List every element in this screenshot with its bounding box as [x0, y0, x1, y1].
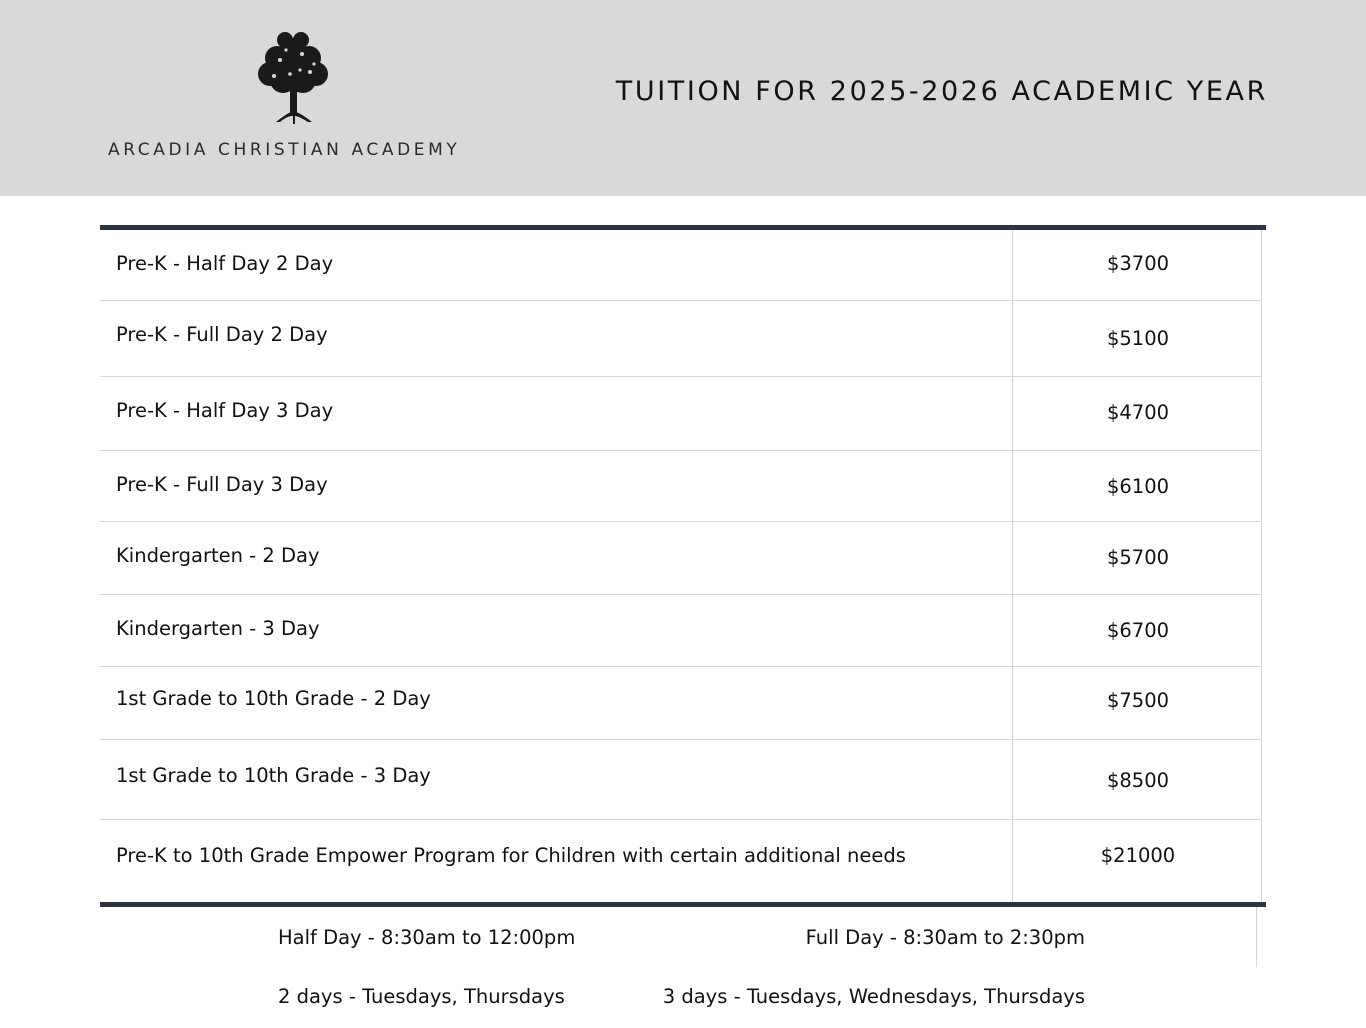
- program-name: Pre-K - Half Day 3 Day: [116, 399, 334, 422]
- program-price: $8500: [1106, 769, 1170, 792]
- program-price: $6700: [1106, 619, 1170, 642]
- program-name: Kindergarten - 3 Day: [116, 617, 320, 640]
- program-name: Pre-K - Full Day 3 Day: [116, 473, 328, 496]
- table-row: [100, 595, 1262, 667]
- tree-icon: [250, 30, 336, 126]
- table-row: [100, 522, 1262, 595]
- half-day-note: Half Day - 8:30am to 12:00pm: [278, 926, 576, 949]
- table-row: [100, 230, 1262, 301]
- program-name: Pre-K - Half Day 2 Day: [116, 252, 334, 275]
- table-row: [100, 740, 1262, 820]
- program-name: Kindergarten - 2 Day: [116, 544, 320, 567]
- table-row: [100, 667, 1262, 740]
- program-name: Pre-K - Full Day 2 Day: [116, 323, 328, 346]
- header-banner: [0, 0, 1366, 196]
- program-price: $4700: [1106, 401, 1170, 424]
- table-bottom-rule: [100, 902, 1266, 907]
- program-price: $21000: [1100, 844, 1176, 867]
- table-row: [100, 377, 1262, 451]
- footer-right-edge: [1256, 907, 1257, 967]
- two-days-note: 2 days - Tuesdays, Thursdays: [278, 985, 565, 1008]
- program-name: 1st Grade to 10th Grade - 2 Day: [116, 687, 431, 710]
- program-name: 1st Grade to 10th Grade - 3 Day: [116, 764, 431, 787]
- three-days-note: 3 days - Tuesdays, Wednesdays, Thursdays: [662, 985, 1085, 1008]
- table-row: [100, 451, 1262, 522]
- program-name: Pre-K to 10th Grade Empower Program for Children with certain additional needs: [116, 844, 906, 867]
- program-price: $5700: [1106, 546, 1170, 569]
- table-row: [100, 820, 1262, 902]
- program-price: $7500: [1106, 689, 1170, 712]
- program-price: $6100: [1106, 475, 1170, 498]
- program-price: $5100: [1106, 327, 1170, 350]
- full-day-note: Full Day - 8:30am to 2:30pm: [805, 926, 1085, 949]
- page-title: TUITION FOR 2025-2026 ACADEMIC YEAR: [615, 76, 1268, 107]
- table-row: [100, 301, 1262, 377]
- school-name: ARCADIA CHRISTIAN ACADEMY: [108, 140, 461, 160]
- program-price: $3700: [1106, 252, 1170, 275]
